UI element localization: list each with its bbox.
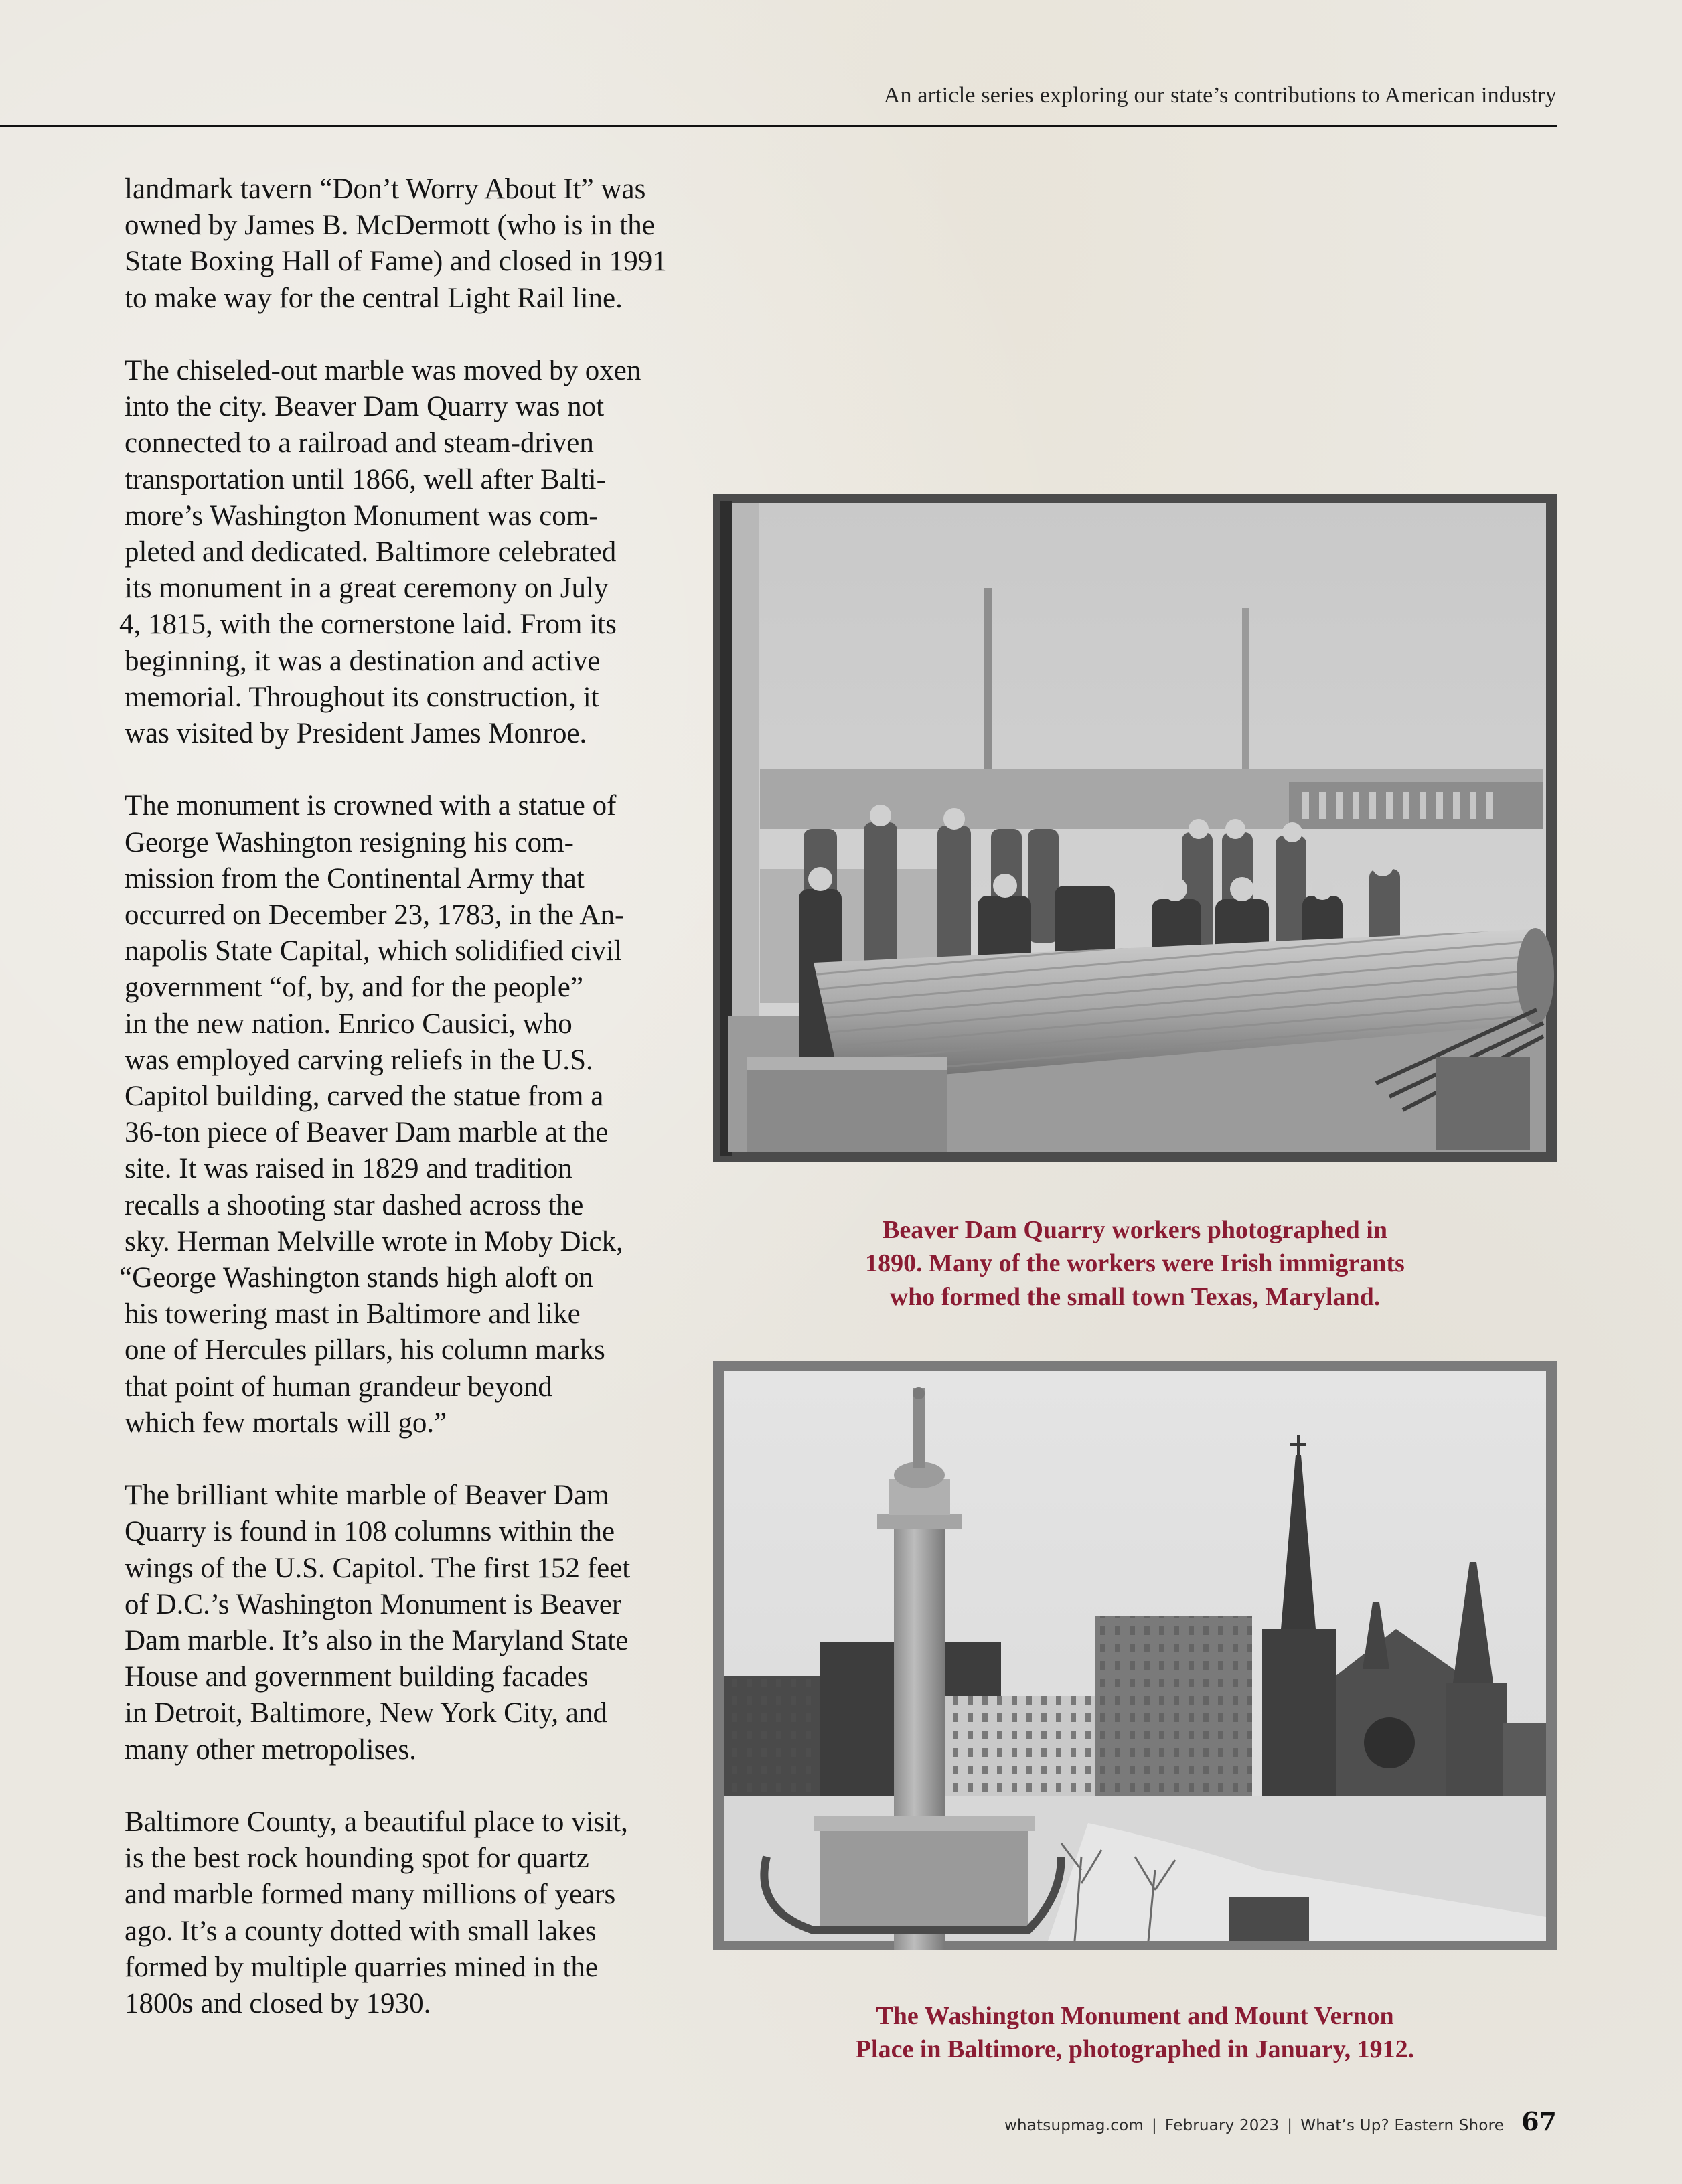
text-line: and marble formed many millions of years [125, 1879, 616, 1911]
text-line: site. It was raised in 1829 and tradition [125, 1153, 572, 1185]
text-line: was employed carving reliefs in the U.S. [125, 1044, 593, 1076]
text-line: of D.C.’s Washington Monument is Beaver [125, 1588, 622, 1620]
footer-meta [1004, 2117, 1504, 2134]
footer-website[interactable]: whatsupmag.com [1004, 2117, 1144, 2134]
paragraph-marble-uses [125, 1478, 687, 1768]
monument-photo-illustration [713, 1361, 1557, 1950]
text-line: transportation until 1866, well after Balti- [125, 463, 606, 495]
text-line: landmark tavern “Don’t Worry About It” was [125, 173, 646, 205]
text-line: “George Washington stands high aloft on [119, 1262, 593, 1294]
text-line: The brilliant white marble of Beaver Dam [125, 1480, 609, 1512]
text-line: his towering mast in Baltimore and like [125, 1298, 581, 1330]
text-line: The monument is crowned with a statue of [125, 790, 617, 822]
text-line: wings of the U.S. Capitol. The first 152 feet [125, 1552, 631, 1584]
footer-issue: February 2023 [1164, 2117, 1280, 2134]
text-line: government “of, by, and for the people” [125, 971, 583, 1004]
quarry-photo-caption [713, 1213, 1557, 1314]
text-line: recalls a shooting star dashed across the [125, 1189, 584, 1221]
text-line: is the best rock hounding spot for quartz [125, 1843, 589, 1875]
text-line: George Washington resigning his com- [125, 826, 574, 858]
footer-publication: What’s Up? Eastern Shore [1300, 2117, 1505, 2134]
text-line: formed by multiple quarries mined in the [125, 1951, 598, 1983]
text-line: in the new nation. Enrico Causici, who [125, 1008, 572, 1040]
text-line: pleted and dedicated. Baltimore celebrated [125, 536, 617, 568]
header-divider [0, 125, 1557, 127]
text-line: ago. It’s a county dotted with small lakes [125, 1915, 597, 1947]
text-line: one of Hercules pillars, his column marks [125, 1334, 605, 1367]
text-line: 1800s and closed by 1930. [125, 1988, 431, 2020]
caption-line: who formed the small town Texas, Maryland. [889, 1283, 1381, 1311]
text-line: The chiseled-out marble was moved by oxen [125, 355, 641, 386]
caption-line: Beaver Dam Quarry workers photographed in [883, 1216, 1387, 1244]
text-line: Dam marble. It’s also in the Maryland State [125, 1625, 629, 1657]
text-line: to make way for the central Light Rail line. [125, 282, 623, 314]
page-footer [1004, 2106, 1557, 2136]
text-line: occurred on December 23, 1783, in the An- [125, 899, 625, 931]
text-line: more’s Washington Monument was com- [125, 499, 599, 532]
monument-photo-caption [713, 1999, 1557, 2066]
text-line: beginning, it was a destination and active [125, 645, 601, 677]
paragraph-tavern [125, 171, 687, 317]
text-line: many other metropolises. [125, 1733, 416, 1766]
article-body [119, 171, 687, 2058]
caption-line: The Washington Monument and Mount Vernon [876, 2002, 1394, 2030]
text-line: Quarry is found in 108 columns within the [125, 1516, 615, 1548]
quarry-photo-illustration [713, 494, 1557, 1162]
text-line: Capitol building, carved the statue from a [125, 1081, 604, 1113]
paragraph-statue [119, 788, 687, 1441]
page-number: 67 [1521, 2106, 1557, 2136]
text-line: mission from the Continental Army that [125, 862, 585, 894]
text-line: 36-ton piece of Beaver Dam marble at the [125, 1117, 609, 1149]
paragraph-baltimore-county [125, 1804, 687, 2022]
text-line: memorial. Throughout its construction, it [125, 681, 599, 713]
caption-line: 1890. Many of the workers were Irish immigrants [865, 1249, 1405, 1277]
text-line: State Boxing Hall of Fame) and closed in 1991 [125, 246, 667, 278]
text-line: in Detroit, Baltimore, New York City, and [125, 1697, 607, 1729]
series-tagline: An article series exploring our state’s contributions to American industry [883, 83, 1557, 108]
footer-separator: | [1287, 2117, 1293, 2134]
text-line: which few mortals will go.” [125, 1407, 447, 1439]
footer-separator: | [1151, 2117, 1157, 2134]
text-line: Baltimore County, a beautiful place to visit, [125, 1806, 628, 1839]
text-line: House and government building facades [125, 1661, 589, 1693]
text-line: 4, 1815, with the cornerstone laid. From its [119, 609, 617, 641]
caption-line: Place in Baltimore, photographed in January, 1912. [855, 2035, 1415, 2063]
text-line: was visited by President James Monroe. [125, 718, 587, 750]
paragraph-oxen [119, 353, 687, 752]
text-line: that point of human grandeur beyond [125, 1371, 552, 1403]
text-line: connected to a railroad and steam-driven [125, 427, 594, 459]
text-line: into the city. Beaver Dam Quarry was not [125, 391, 605, 423]
text-line: napolis State Capital, which solidified civil [125, 935, 622, 967]
washington-monument-photo [713, 1361, 1557, 1950]
text-line: owned by James B. McDermott (who is in the [125, 210, 655, 242]
quarry-workers-photo [713, 494, 1557, 1162]
text-line: its monument in a great ceremony on July [125, 572, 609, 605]
text-line: sky. Herman Melville wrote in Moby Dick, [125, 1225, 623, 1257]
